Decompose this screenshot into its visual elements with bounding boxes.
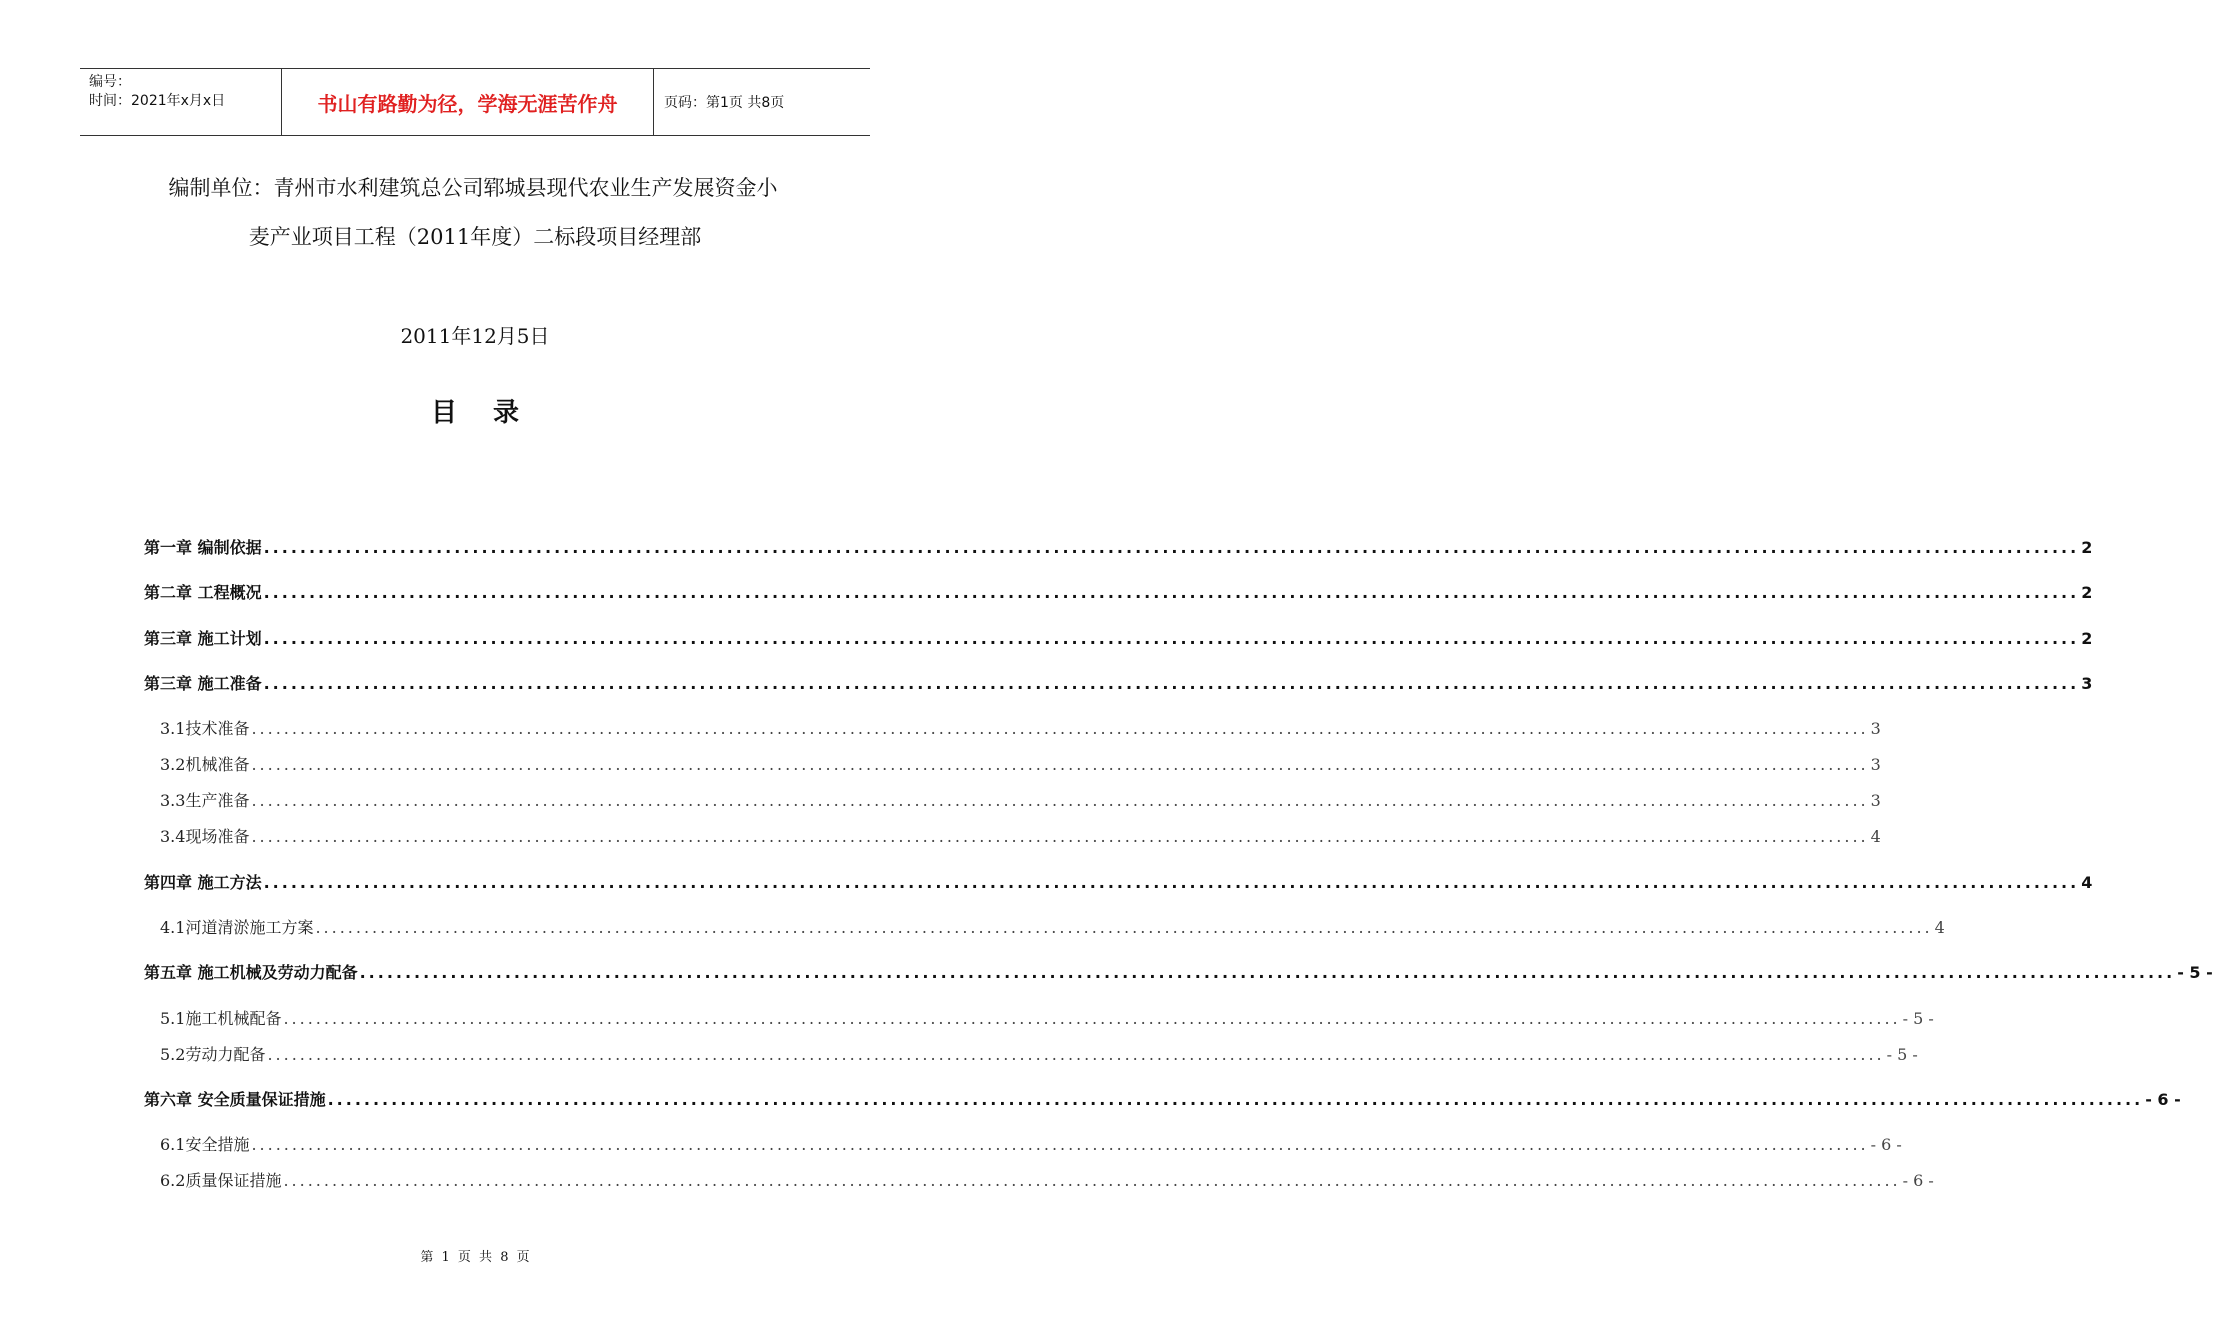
toc-entry-label: 3.4现场准备 (160, 827, 250, 846)
toc-dot-leader: ........................................................................................................................................................................................................ (283, 1009, 1901, 1028)
toc-entry-label: 第四章 施工方法 (144, 873, 262, 892)
header-meta-cell (80, 69, 282, 135)
toc-dot-leader: ........................................................................................................................................................................................................ (359, 963, 2176, 982)
toc-entry-label: 第一章 编制依据 (144, 538, 262, 557)
toc-entry-page: 2 (2081, 538, 2093, 557)
header-time-label: 时间：2021年x月x日 (89, 93, 226, 109)
toc-entry-page: - 6 - (1902, 1171, 1934, 1190)
toc-dot-leader: ........................................................................................................................................................................................................ (327, 1090, 2144, 1109)
toc-dot-leader: ........................................................................................................................................................................................................ (263, 583, 2080, 602)
page-footer: 第 1 页 共 8 页 (420, 1250, 530, 1265)
toc-dot-leader: ........................................................................................................................................................................................................ (251, 827, 1869, 846)
toc-title: 目录 (430, 398, 555, 428)
toc-entry[interactable] (160, 1168, 1934, 1191)
toc-dot-leader: ........................................................................................................................................................................................................ (251, 791, 1869, 810)
toc-entry-page: 3 (1870, 755, 1881, 774)
toc-entry[interactable] (144, 580, 2093, 603)
toc-entry[interactable] (144, 626, 2093, 649)
toc-entry-label: 5.1施工机械配备 (160, 1009, 282, 1028)
toc-dot-leader: ........................................................................................................................................................................................................ (263, 629, 2080, 648)
toc-dot-leader: ........................................................................................................................................................................................................ (315, 918, 1933, 937)
toc-entry-page: 2 (2081, 583, 2093, 602)
toc-entry[interactable] (144, 960, 2213, 983)
toc-entry[interactable] (144, 870, 2093, 893)
toc-entry-label: 5.2劳动力配备 (160, 1045, 266, 1064)
toc-entry[interactable] (160, 788, 1881, 811)
toc-entry[interactable] (144, 671, 2093, 694)
toc-entry-page: 4 (2081, 873, 2093, 892)
org-line-1: 编制单位：青州市水利建筑总公司郓城县现代农业生产发展资金小 (168, 176, 778, 200)
toc-dot-leader: ........................................................................................................................................................................................................ (251, 719, 1869, 738)
header-page-info: 页码：第1页 共8页 (664, 95, 785, 111)
toc-entry[interactable] (144, 1087, 2181, 1110)
toc-entry-label: 第三章 施工准备 (144, 674, 262, 693)
toc-dot-leader: ........................................................................................................................................................................................................ (263, 538, 2080, 557)
toc-entry-page: - 5 - (1886, 1045, 1918, 1064)
toc-entry-label: 第二章 工程概况 (144, 583, 262, 602)
toc-entry-label: 3.2机械准备 (160, 755, 250, 774)
toc-dot-leader: ........................................................................................................................................................................................................ (263, 674, 2080, 693)
toc-entry-page: - 6 - (1870, 1135, 1902, 1154)
toc-entry-label: 4.1河道清淤施工方案 (160, 918, 314, 937)
toc-entry[interactable] (160, 1042, 1918, 1065)
toc-entry-label: 6.1安全措施 (160, 1135, 250, 1154)
toc-entry-page: 2 (2081, 629, 2093, 648)
toc-entry-page: 3 (1870, 719, 1881, 738)
toc-entry-page: 4 (1870, 827, 1881, 846)
toc-entry-label: 3.1技术准备 (160, 719, 250, 738)
toc-entry-page: 3 (2081, 674, 2093, 693)
toc-entry[interactable] (160, 716, 1881, 739)
toc-dot-leader: ........................................................................................................................................................................................................ (283, 1171, 1901, 1190)
org-line-2: 麦产业项目工程（2011年度）二标段项目经理部 (248, 225, 702, 249)
toc-entry[interactable] (144, 535, 2093, 558)
toc-entry[interactable] (160, 1006, 1934, 1029)
toc-dot-leader: ........................................................................................................................................................................................................ (251, 1135, 1869, 1154)
toc-entry-page: - 5 - (1902, 1009, 1934, 1028)
toc-entry-label: 第五章 施工机械及劳动力配备 (144, 963, 358, 982)
toc-entry[interactable] (160, 752, 1881, 775)
toc-entry-page: - 5 - (2177, 963, 2213, 982)
header-table (80, 68, 870, 136)
toc-entry[interactable] (160, 915, 1945, 938)
header-motto: 书山有路勤为径，学海无涯苦作舟 (282, 69, 654, 135)
toc-entry[interactable] (160, 1132, 1902, 1155)
toc-entry-label: 第六章 安全质量保证措施 (144, 1090, 326, 1109)
toc-entry-page: 3 (1870, 791, 1881, 810)
toc-dot-leader: ........................................................................................................................................................................................................ (263, 873, 2080, 892)
toc-entry-label: 第三章 施工计划 (144, 629, 262, 648)
toc-entry-label: 6.2质量保证措施 (160, 1171, 282, 1190)
toc-entry-label: 3.3生产准备 (160, 791, 250, 810)
header-number-label: 编号： (89, 74, 131, 90)
document-date: 2011年12月5日 (400, 324, 550, 348)
toc-entry-page: - 6 - (2145, 1090, 2181, 1109)
toc-dot-leader: ........................................................................................................................................................................................................ (251, 755, 1869, 774)
toc-dot-leader: ........................................................................................................................................................................................................ (267, 1045, 1885, 1064)
toc-entry[interactable] (160, 824, 1881, 847)
toc-entry-page: 4 (1934, 918, 1945, 937)
